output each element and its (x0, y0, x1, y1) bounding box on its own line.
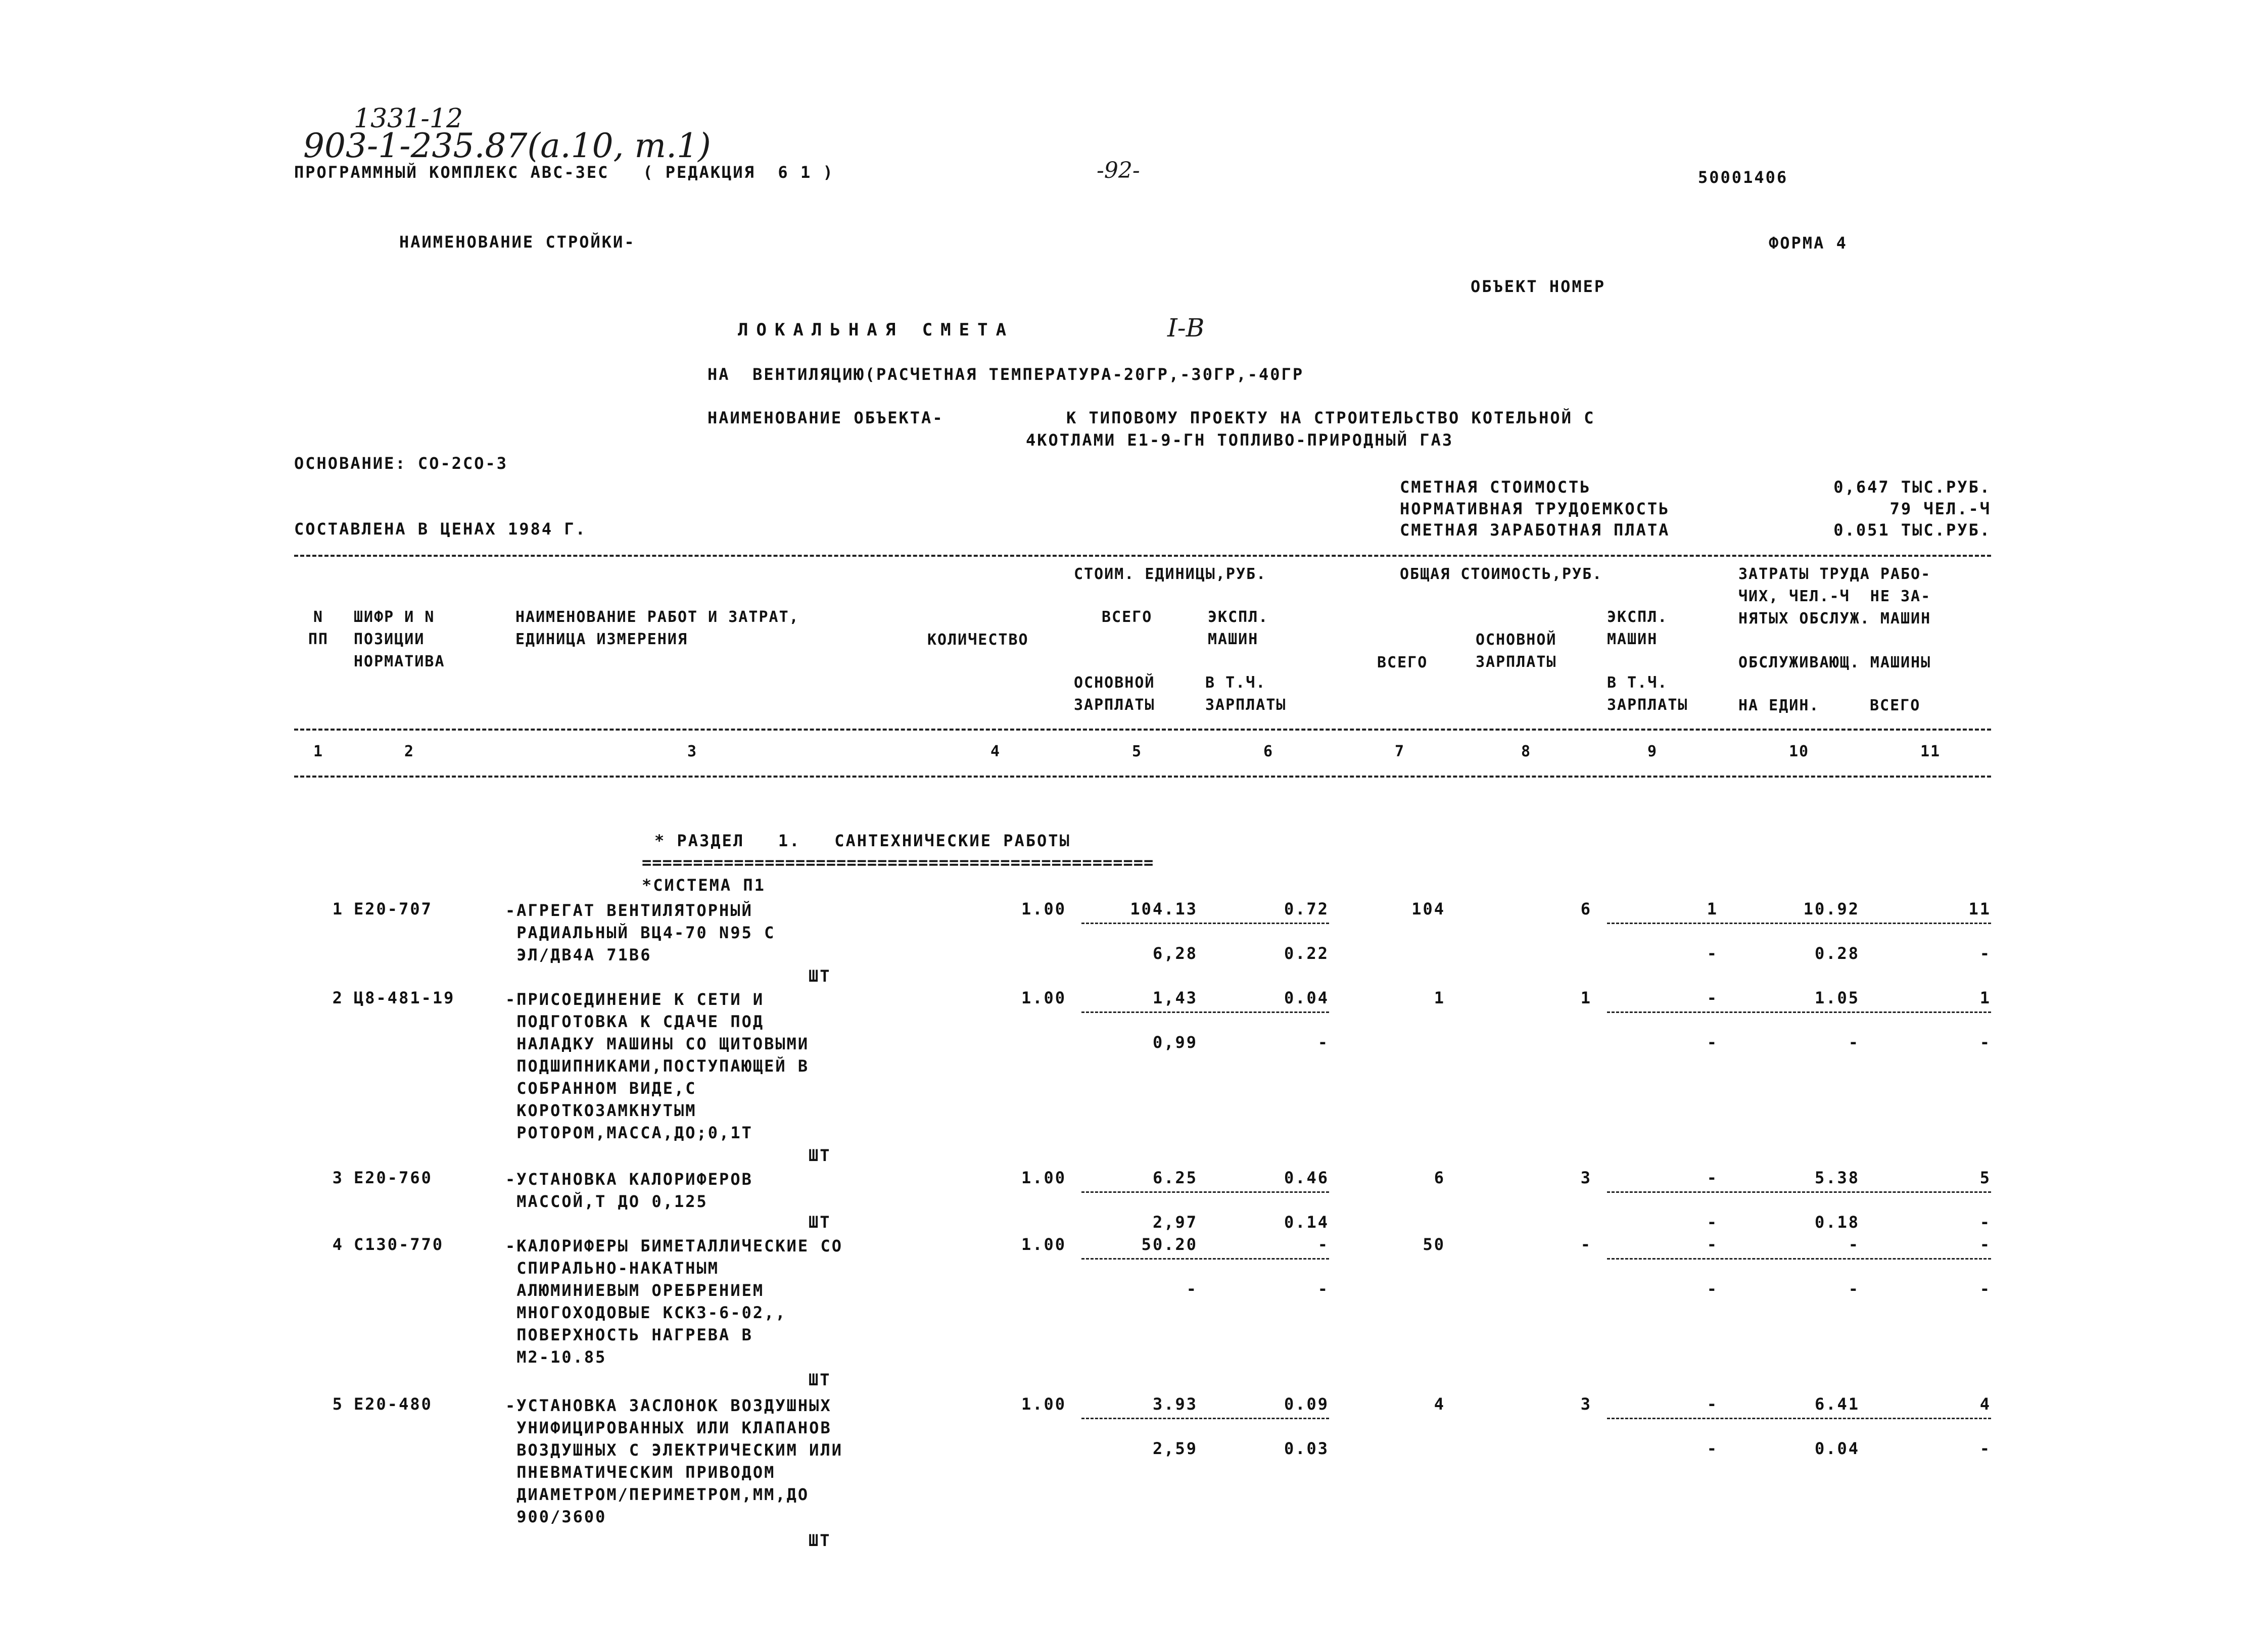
row-unit-basic: 2,97 (1152, 1213, 1198, 1232)
row-labor-total-2: - (1979, 1213, 1991, 1232)
basis-line: ОСНОВАНИЕ: СО-2СО-3 (294, 454, 508, 473)
row-quantity: 1.00 (1021, 1168, 1066, 1187)
row-total-mach-wage: - (1707, 1213, 1718, 1232)
row-unit-mach-wage: - (1317, 1033, 1329, 1052)
col-number: 5 (1131, 743, 1143, 760)
row-unit-mach: 0.72 (1284, 899, 1329, 919)
row-quantity: 1.00 (1021, 1394, 1066, 1414)
col-number: 11 (1920, 743, 1941, 760)
row-total-mach-wage: - (1707, 944, 1718, 963)
col-number: 4 (990, 743, 1001, 760)
row-labor-unit: 10.92 (1803, 899, 1860, 919)
row-unit-divider (1081, 1191, 1329, 1193)
row-total-all: 6 (1434, 1168, 1445, 1187)
row-quantity: 1.00 (1021, 988, 1066, 1007)
row-unit-mach-wage: 0.22 (1284, 944, 1329, 963)
summary-label-cost: СМЕТНАЯ СТОИМОСТЬ (1400, 477, 1591, 497)
col-header-code: ШИФР И N ПОЗИЦИИ НОРМАТИВА (354, 608, 445, 670)
row-number: 1 (332, 899, 344, 919)
row-number: 4 (332, 1235, 344, 1254)
row-total-all: 104 (1411, 899, 1445, 919)
row-total-mach: - (1707, 988, 1718, 1007)
col-header-total-mach: ЭКСПЛ. МАШИН (1607, 608, 1668, 648)
summary-label-wage: СМЕТНАЯ ЗАРАБОТНАЯ ПЛАТА (1400, 520, 1670, 540)
row-labor-unit: 1.05 (1814, 988, 1860, 1007)
row-total-all: 1 (1434, 988, 1445, 1007)
object-label: НАИМЕНОВАНИЕ ОБЪЕКТА- (707, 408, 944, 427)
row-unit-basic: 0,99 (1152, 1033, 1198, 1052)
section-title: * РАЗДЕЛ 1. САНТЕХНИЧЕСКИЕ РАБОТЫ (654, 831, 1071, 850)
row-total-all: 50 (1423, 1235, 1445, 1254)
summary-value-cost: 0,647 ТЫС.РУБ. (1833, 477, 1991, 497)
col-header-total-cost: ОБЩАЯ СТОИМОСТЬ,РУБ. (1400, 565, 1603, 583)
row-labor-unit: - (1848, 1235, 1860, 1254)
row-unit: ШТ (809, 1531, 831, 1550)
header-rule-mid (294, 729, 1991, 731)
row-total-all: 4 (1434, 1394, 1445, 1414)
row-total-mach: - (1707, 1168, 1718, 1187)
col-header-unit-total: ВСЕГО (1102, 608, 1153, 626)
estimate-number: I-В (1167, 313, 1205, 343)
row-code: Ц8-481-19 (354, 988, 455, 1007)
row-code: Е20-707 (354, 899, 433, 919)
row-code: Е20-760 (354, 1168, 433, 1187)
row-labor-unit-2: 0.28 (1814, 944, 1860, 963)
col-header-qty: КОЛИЧЕСТВО (927, 631, 1029, 649)
col-header-labor-unit: НА ЕДИН. (1738, 697, 1820, 714)
handwritten-line1: 1331-12 (354, 104, 463, 134)
row-labor-unit-2: - (1848, 1279, 1860, 1298)
col-header-total-all: ВСЕГО (1377, 654, 1428, 671)
prices-line: СОСТАВЛЕНА В ЦЕНАХ 1984 Г. (294, 519, 587, 539)
row-quantity: 1.00 (1021, 899, 1066, 919)
form-label: ФОРМА 4 (1769, 233, 1848, 253)
col-header-unit-mach-wage: В Т.Ч. ЗАРПЛАТЫ (1205, 674, 1287, 714)
row-labor-unit: 5.38 (1814, 1168, 1860, 1187)
page-number: -92- (1097, 158, 1140, 183)
row-total-divider (1607, 1191, 1991, 1193)
row-unit-mach: - (1317, 1235, 1329, 1254)
row-total-divider (1607, 1418, 1991, 1419)
col-header-labor: ЗАТРАТЫ ТРУДА РАБО- ЧИХ, ЧЕЛ.-Ч НЕ ЗА- НЯТЫХ ОБСЛУЖ. МАШИН (1738, 565, 1931, 628)
row-labor-unit-2: 0.18 (1814, 1213, 1860, 1232)
row-unit-total: 104.13 (1130, 899, 1198, 919)
row-unit-total: 3.93 (1152, 1394, 1198, 1414)
row-labor-total-2: - (1979, 1439, 1991, 1458)
col-header-name: НАИМЕНОВАНИЕ РАБОТ И ЗАТРАТ, ЕДИНИЦА ИЗМЕРЕНИЯ (515, 608, 799, 648)
col-header-total-mach-wage: В Т.Ч. ЗАРПЛАТЫ (1607, 674, 1688, 714)
row-total-mach-wage: - (1707, 1439, 1718, 1458)
row-unit: ШТ (809, 967, 831, 986)
header-rule-bottom (294, 776, 1991, 778)
header-rule-top (294, 555, 1991, 557)
col-number: 7 (1394, 743, 1405, 760)
row-total-basic: 1 (1580, 988, 1592, 1007)
row-unit-basic: - (1186, 1279, 1198, 1298)
row-total-basic: 6 (1580, 899, 1592, 919)
row-total-basic: 3 (1580, 1168, 1592, 1187)
col-header-labor-total: ВСЕГО (1870, 697, 1921, 714)
row-unit-divider (1081, 1011, 1329, 1013)
row-unit-mach-wage: 0.14 (1284, 1213, 1329, 1232)
col-header-total-basic: ОСНОВНОЙ ЗАРПЛАТЫ (1476, 631, 1557, 671)
col-number: 9 (1647, 743, 1658, 760)
row-labor-unit-2: - (1848, 1033, 1860, 1052)
col-header-unit-cost: СТОИМ. ЕДИНИЦЫ,РУБ. (1074, 565, 1267, 583)
col-number: 6 (1263, 743, 1274, 760)
row-total-basic: - (1580, 1235, 1592, 1254)
row-code: С130-770 (354, 1235, 444, 1254)
row-unit-divider (1081, 923, 1329, 924)
summary-value-wage: 0.051 ТЫС.РУБ. (1833, 520, 1991, 540)
row-labor-unit: 6.41 (1814, 1394, 1860, 1414)
object-name-1: К ТИПОВОМУ ПРОЕКТУ НА СТРОИТЕЛЬСТВО КОТЕЛЬНОЙ С (1066, 408, 1595, 427)
row-name: -АГРЕГАТ ВЕНТИЛЯТОРНЫЙ РАДИАЛЬНЫЙ ВЦ4-70 N95 С ЭЛ/ДВ4А 71В6 (505, 901, 776, 964)
row-number: 5 (332, 1394, 344, 1414)
row-unit: ШТ (809, 1370, 831, 1389)
site-label: НАИМЕНОВАНИЕ СТРОЙКИ- (399, 232, 636, 252)
row-labor-total: 5 (1979, 1168, 1991, 1187)
document-code: 50001406 (1698, 168, 1788, 187)
row-labor-unit-2: 0.04 (1814, 1439, 1860, 1458)
col-number: 1 (313, 743, 324, 760)
row-unit-basic: 6,28 (1152, 944, 1198, 963)
col-header-unit-mach: ЭКСПЛ. МАШИН (1208, 608, 1269, 648)
row-unit-mach-wage: - (1317, 1279, 1329, 1298)
program-line: ПРОГРАММНЫЙ КОМПЛЕКС АВС-ЗЕС ( РЕДАКЦИЯ 6 1 ) (294, 163, 834, 182)
row-number: 3 (332, 1168, 344, 1187)
row-name: -КАЛОРИФЕРЫ БИМЕТАЛЛИЧЕСКИЕ СО СПИРАЛЬНО-НАКАТНЫМ АЛЮМИНИЕВЫМ ОРЕБРЕНИЕМ МНОГОХОДОВЫЕ КСК3-6-02,, ПОВЕРХНОСТЬ НАГРЕВА В М2-10.85 (505, 1236, 843, 1367)
row-total-mach: - (1707, 1235, 1718, 1254)
col-number: 2 (404, 743, 415, 760)
for-line: НА ВЕНТИЛЯЦИЮ(РАСЧЕТНАЯ ТЕМПЕРАТУРА-20ГР,-30ГР,-40ГР (707, 365, 1304, 384)
summary-value-labor: 79 ЧЕЛ.-Ч (1889, 499, 1991, 518)
row-unit-mach-wage: 0.03 (1284, 1439, 1329, 1458)
row-total-basic: 3 (1580, 1394, 1592, 1414)
row-total-mach: 1 (1707, 899, 1718, 919)
row-unit-mach: 0.04 (1284, 988, 1329, 1007)
row-labor-total-2: - (1979, 944, 1991, 963)
row-unit-total: 6.25 (1152, 1168, 1198, 1187)
row-name: -УСТАНОВКА ЗАСЛОНОК ВОЗДУШНЫХ УНИФИЦИРОВАННЫХ ИЛИ КЛАПАНОВ ВОЗДУШНЫХ С ЭЛЕКТРИЧЕСКИМ ИЛИ ПНЕВМАТИЧЕСКИМ ПРИВОДОМ ДИАМЕТРОМ/ПЕРИМЕТРОМ,ММ,ДО 900/3600 (505, 1396, 843, 1526)
row-quantity: 1.00 (1021, 1235, 1066, 1254)
row-unit-divider (1081, 1258, 1329, 1260)
object-name-2: 4КОТЛАМИ Е1-9-ГН ТОПЛИВО-ПРИРОДНЫЙ ГАЗ (1026, 430, 1454, 450)
row-unit-mach: 0.46 (1284, 1168, 1329, 1187)
col-header-n: N ПП (308, 608, 329, 648)
row-unit-total: 50.20 (1141, 1235, 1198, 1254)
col-header-unit-basic: ОСНОВНОЙ ЗАРПЛАТЫ (1074, 674, 1155, 714)
row-total-mach-wage: - (1707, 1279, 1718, 1298)
row-total-mach-wage: - (1707, 1033, 1718, 1052)
col-number: 10 (1788, 743, 1810, 760)
col-header-labor-mach: ОБСЛУЖИВАЮЩ. МАШИНЫ (1738, 654, 1931, 671)
row-labor-total: 1 (1979, 988, 1991, 1007)
row-name: -УСТАНОВКА КАЛОРИФЕРОВ МАССОЙ,Т ДО 0,125 (505, 1170, 753, 1211)
handwritten-line2: 903-1-235.87(a.10, т.1) (303, 126, 711, 165)
row-unit: ШТ (809, 1213, 831, 1232)
col-number: 8 (1521, 743, 1532, 760)
object-number-label: ОБЪЕКТ НОМЕР (1471, 277, 1606, 296)
col-number: 3 (687, 743, 698, 760)
row-number: 2 (332, 988, 344, 1007)
row-labor-total-2: - (1979, 1279, 1991, 1298)
row-unit-total: 1,43 (1152, 988, 1198, 1007)
row-unit-divider (1081, 1418, 1329, 1419)
system-label: *СИСТЕМА П1 (642, 876, 766, 895)
row-labor-total-2: - (1979, 1033, 1991, 1052)
estimate-title: ЛОКАЛЬНАЯ СМЕТА (738, 320, 1015, 340)
row-total-divider (1607, 923, 1991, 924)
row-labor-total: 11 (1968, 899, 1991, 919)
row-total-mach: - (1707, 1394, 1718, 1414)
row-code: Е20-480 (354, 1394, 433, 1414)
section-underline: ================================================== (642, 853, 1154, 872)
row-name: -ПРИСОЕДИНЕНИЕ К СЕТИ И ПОДГОТОВКА К СДАЧЕ ПОД НАЛАДКУ МАШИНЫ СО ЩИТОВЫМИ ПОДШИПНИКАМИ,ПОСТУПАЮЩЕЙ В СОБРАННОМ ВИДЕ,С КОРОТКОЗАМКНУТЫМ РОТОРОМ,МАССА,ДО;0,1Т (505, 990, 810, 1142)
row-total-divider (1607, 1011, 1991, 1013)
row-unit-basic: 2,59 (1152, 1439, 1198, 1458)
row-labor-total: 4 (1979, 1394, 1991, 1414)
row-total-divider (1607, 1258, 1991, 1260)
row-labor-total: - (1979, 1235, 1991, 1254)
row-unit-mach: 0.09 (1284, 1394, 1329, 1414)
summary-label-labor: НОРМАТИВНАЯ ТРУДОЕМКОСТЬ (1400, 499, 1670, 518)
row-unit: ШТ (809, 1146, 831, 1165)
